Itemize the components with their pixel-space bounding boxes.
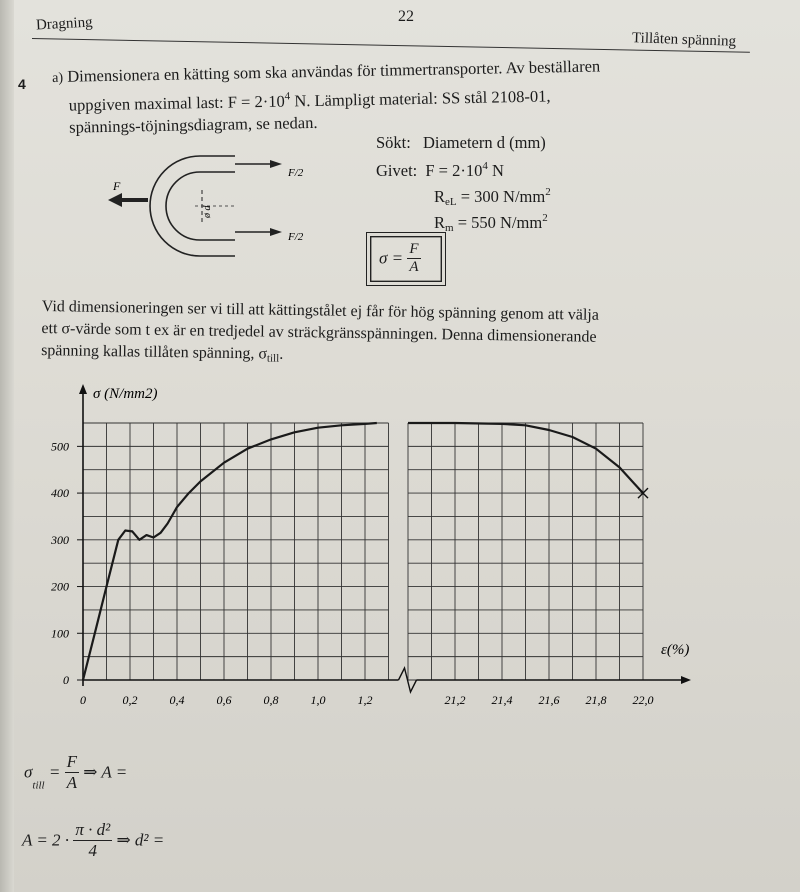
stress-strain-chart bbox=[30, 378, 690, 718]
x-axis-arrow bbox=[681, 676, 691, 684]
x-tick-label: 0 bbox=[80, 693, 86, 707]
rel-symbol: R bbox=[434, 187, 446, 206]
eq1-denominator: A bbox=[66, 773, 77, 792]
explanation-paragraph bbox=[41, 296, 599, 375]
problem-line-2a: uppgiven maximal last: F = 2·10 bbox=[68, 91, 285, 115]
diameter-label: ø d bbox=[202, 205, 213, 218]
y-axis-label: σ (N/mm2) bbox=[93, 386, 158, 402]
eq2-rhs: ⇒ d² = bbox=[116, 830, 165, 850]
rm-subscript: m bbox=[445, 222, 454, 234]
x-tick-label: 0,4 bbox=[169, 693, 185, 707]
stress-strain-curve-left bbox=[83, 423, 377, 680]
eq1-rhs: ⇒ A = bbox=[83, 762, 128, 782]
sought-value: Diametern d (mm) bbox=[422, 133, 546, 152]
paragraph-line-3-sub: till bbox=[266, 352, 280, 365]
x-tick-label: 21,8 bbox=[585, 693, 607, 707]
page-binding-shadow bbox=[0, 0, 14, 892]
problem-line-3: spännings-töjningsdiagram, se nedan. bbox=[68, 112, 318, 137]
half-force-top-label: F/2 bbox=[288, 167, 304, 179]
eq1-sigma-sub: till bbox=[32, 779, 45, 792]
eq1-sigma: σ bbox=[24, 762, 33, 782]
page-number: 22 bbox=[398, 8, 414, 25]
equation-1: $\sigma_{till}$ = $\frac{F}{A}$ ⇒ A = bbox=[24, 752, 128, 792]
problem-line-2b: N. Lämpligt material: SS stål 2108-01, bbox=[290, 86, 551, 111]
paragraph-line-2: ett σ-värde som t ex är en tredjedel av sträckgränsspänningen. Denna dimensionerande bbox=[41, 319, 597, 346]
x-tick-label: 1,2 bbox=[357, 693, 373, 707]
problem-line-1: Dimensionera en kätting som ska användas för timmertransporter. Av beställaren bbox=[67, 56, 601, 86]
chapter-title: Dragning bbox=[35, 14, 94, 34]
problem-line-2-exp: 4 bbox=[284, 90, 291, 103]
x-tick-label: 0,2 bbox=[122, 693, 138, 707]
half-force-bottom-label: F/2 bbox=[288, 231, 304, 243]
x-tick-label: 21,6 bbox=[538, 693, 560, 707]
box-numerator: F bbox=[409, 241, 419, 257]
chain-link-figure bbox=[100, 148, 320, 268]
paragraph-line-3-end: . bbox=[279, 345, 284, 363]
given-force-exp: 4 bbox=[482, 160, 488, 172]
y-axis-arrow bbox=[79, 384, 87, 394]
x-tick-label: 21,4 bbox=[491, 693, 513, 707]
force-label: F bbox=[113, 179, 121, 193]
y-tick-label: 300 bbox=[51, 532, 69, 547]
problem-statement bbox=[52, 55, 601, 139]
x-axis-label: ε(%) bbox=[661, 642, 690, 658]
paragraph-line-1: Vid dimensioneringen ser vi till att kättingstålet ej får för hög spänning genom att välja bbox=[41, 297, 600, 324]
rm-exp: 2 bbox=[542, 212, 548, 224]
equation-2 bbox=[22, 820, 164, 861]
stress-formula-box bbox=[366, 232, 446, 286]
section-title: Tillåten spänning bbox=[631, 30, 737, 50]
box-lhs: σ = bbox=[379, 248, 404, 268]
x-tick-label: 0,8 bbox=[263, 693, 279, 707]
y-tick-label: 500 bbox=[51, 439, 69, 454]
eq1-numerator: F bbox=[66, 752, 77, 771]
eq2-numerator: π · d² bbox=[75, 820, 111, 839]
rm-value: = 550 N/mm bbox=[453, 213, 543, 232]
x-tick-label: 1,0 bbox=[310, 693, 326, 707]
x-tick-label: 22,0 bbox=[632, 693, 654, 707]
rel-subscript: eL bbox=[445, 196, 457, 208]
given-label: Givet: bbox=[376, 161, 418, 180]
given-force-row bbox=[376, 155, 504, 182]
rel-exp: 2 bbox=[545, 186, 551, 198]
paragraph-line-3: spänning kallas tillåten spänning, σ bbox=[41, 341, 268, 363]
eq2-denominator: 4 bbox=[88, 841, 97, 860]
sought-label: Sökt: bbox=[376, 133, 411, 152]
problem-number: 4 bbox=[18, 76, 26, 92]
given-force: F = 2·10 bbox=[425, 161, 483, 180]
rm-symbol: R bbox=[434, 213, 446, 232]
y-tick-label: 0 bbox=[63, 673, 69, 687]
eq2-lhs: A = 2 · bbox=[22, 830, 70, 850]
y-tick-label: 100 bbox=[51, 626, 69, 641]
given-force-unit: N bbox=[487, 161, 504, 180]
rel-value: = 300 N/mm bbox=[456, 187, 546, 206]
given-rm-row bbox=[434, 207, 548, 239]
x-tick-label: 21,2 bbox=[444, 693, 466, 707]
box-denominator: A bbox=[409, 259, 419, 275]
x-tick-label: 0,6 bbox=[216, 693, 232, 707]
problem-part-label: a) bbox=[52, 70, 64, 86]
sought-row bbox=[376, 132, 546, 154]
y-tick-label: 200 bbox=[51, 579, 69, 594]
y-tick-label: 400 bbox=[51, 486, 69, 501]
